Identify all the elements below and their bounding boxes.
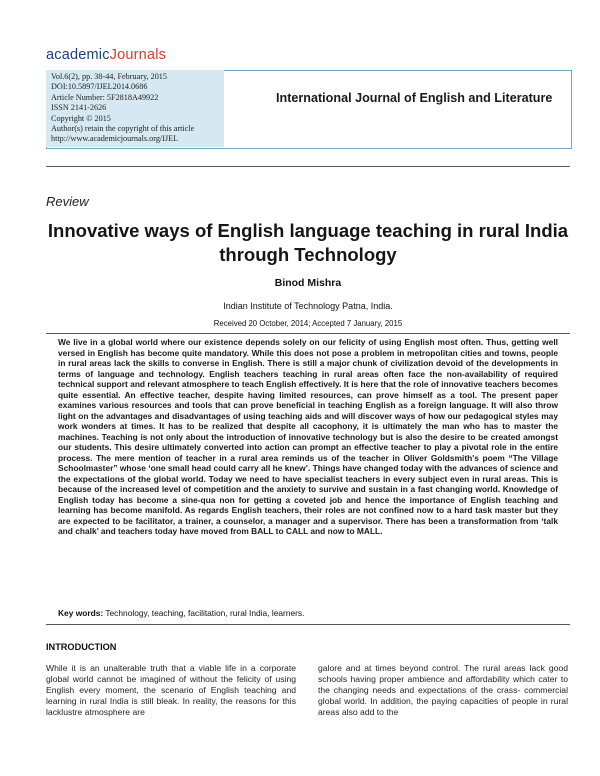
article-title: Innovative ways of English language teaching in rural India through Technology (47, 220, 569, 265)
article-type: Review (46, 194, 89, 209)
body-column-left: While it is an unalterable truth that a viable life in a corporate global world cannot be imagined of without the felicity of using English every moment, the scenario of English teaching and learning in rural India is still bleak. In reality, the reasons for this lacklustre atmosphere are (46, 663, 296, 718)
meta-volume: Vol.6(2), pp. 38-44, February, 2015 (51, 72, 167, 81)
author-name: Binod Mishra (274, 277, 342, 289)
section-heading: INTRODUCTION (46, 642, 117, 652)
publisher-logo (46, 47, 166, 63)
body-column-right: galore and at times beyond control. The rural areas lack good schools having proper ambience and affordability which cater to the changing needs and expectations of the crass- commercial global world. In addition, the paying capacities of people in rural areas also add to the (318, 663, 568, 718)
meta-url[interactable]: http://www.academicjournals.org/IJEL (51, 134, 179, 144)
keywords-text: Technology, teaching, facilitation, rural India, learners. (105, 608, 305, 618)
meta-article-number: Article Number: 5F2818A49922 (51, 92, 159, 102)
keywords-label: Key words: (58, 608, 104, 618)
meta-rights: Author(s) retain the copyright of this article (51, 124, 195, 134)
meta-issn: ISSN 2141-2626 (51, 103, 107, 113)
abstract-top-rule (46, 333, 570, 334)
divider (46, 166, 570, 167)
logo-text-journals: Journals (109, 47, 167, 63)
received-accepted-dates: Received 20 October, 2014; Accepted 7 January, 2015 (213, 319, 403, 328)
journal-title: International Journal of English and Literature (276, 91, 553, 105)
article-meta (46, 70, 224, 147)
keywords (58, 608, 558, 619)
abstract: We live in a global world where our existence depends solely on our felicity of using English most often. Thus, getting well versed in English has become quite mandatory. While this does not pose a problem in metropolitan cities and towns, people in rural areas lack the skills to converse in English. There is still a major chunk of civilization devoid of the developments in terms of language and technology. English teachers teaching in rural areas often face the non-availability of required technical support and relevant atmosphere to teach English effectively. It is here that the role of innovative teachers becomes quite essential. An effective teacher, despite having limited resources, can prove himself as a tool. The present paper examines various resources and tools that can prove beneficial in teaching English as a foreign language. It will also throw light on the advantages and disadvantages of using teaching aids and will discover ways of how our pedagogical styles may work wonders at times. It has to be realized that despite all cacophony, it is ultimately the man who has to master the machines. Teaching is not only about the introduction of innovative technology but is also the desire to be created amongst our students. This desire ultimately converted into action can prompt an effective teacher to play a pivotal role in the entire process. The mere mention of teacher in a rural area reminds us of the teacher in Oliver Goldsmith's poem “The Village Schoolmaster” whose ‘one small head could carry all he knew’. Things have changed today with the advances of science and the expectations of the global world. Today we need to have specialist teachers in every subject even in rural areas. This is because of the increased level of competition and the anxiety to survive and sustain in a fast changing world. Knowledge of English today has become a sine-qua non for getting a coveted job and hence the importance of English teaching and learning has become manifold. As regards English teachers, their roles are not confined now to a hard task master but they are expected to be facilitator, a trainer, a counselor, a manager and a supervisor. There has been a transformation from ‘talk and chalk’ and teachers today have moved from BALL to CALL and now to MALL. (58, 337, 558, 536)
author-affiliation: Indian Institute of Technology Patna, India. (223, 301, 393, 311)
meta-doi: DOI:10.5897/IJEL2014.0686 (51, 82, 148, 92)
logo-text-academic: academic (46, 47, 110, 63)
meta-copyright: Copyright © 2015 (51, 113, 111, 123)
abstract-bottom-rule (46, 624, 570, 625)
